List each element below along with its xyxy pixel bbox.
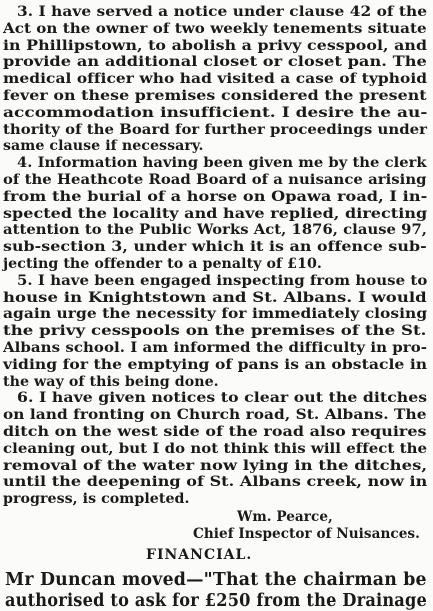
section-heading: FINANCIAL.: [146, 547, 253, 563]
text-line: attention to the Public Works Act, 1876, clause 97,: [3, 222, 427, 239]
text-line: cleaning out, but I do not think this will effect the: [3, 440, 428, 457]
text-line: in Phillipstown, to abolish a privy cesspool, and: [3, 37, 428, 54]
text-line: Albans school. I am informed the difficulty in pro-: [3, 340, 428, 356]
signature-title: Chief Inspector of Nuisances.: [193, 526, 420, 542]
text-line: until the deepening of St. Albans creek, now in: [3, 474, 428, 491]
text-line: from the burial of a horse on Opawa road, I in-: [3, 188, 428, 205]
text-line: 4. Information having been given me by the clerk: [17, 155, 427, 172]
text-line: progress, is completed.: [3, 491, 190, 508]
signature-name: Wm. Pearce,: [237, 509, 333, 525]
text-line: spected the locality and have replied, directing: [3, 205, 428, 222]
text-line: jecting the offender to a penalty of £10.: [3, 256, 322, 272]
motion-line-2: authorised to ask for £250 from the Drainage: [5, 591, 427, 611]
text-line: sub-section 3, under which it is an offence sub-: [3, 239, 427, 256]
text-line: 5. I have been engaged inspecting from house to: [17, 272, 428, 289]
text-line: the privy cesspools on the premises of the St.: [3, 323, 427, 340]
text-line: removal of the water now lying in the ditches,: [3, 457, 428, 474]
text-line: provide an additional closet or closet pan. The: [3, 54, 427, 71]
text-line: of the Heathcote Road Board of a nuisance arising: [3, 172, 427, 188]
text-line: the way of this being done.: [3, 373, 219, 390]
text-line: fever on these premises considered the present: [3, 88, 427, 104]
text-line: Act on the owner of two weekly tenements situate: [3, 20, 427, 37]
text-line: on land fronting on Church road, St. Albans. The: [3, 407, 427, 424]
text-line: thority of the Board for further proceedings under: [3, 121, 428, 138]
text-line: 3. I have served a notice under clause 42 of the: [17, 4, 428, 20]
text-line: ditch on the west side of the road also requires: [3, 424, 427, 440]
text-line: house in Knightstown and St. Albans. I would: [3, 289, 427, 306]
motion-line-1: Mr Duncan moved—"That the chairman be: [5, 570, 427, 590]
text-line: accommodation insufficient. I desire the au-: [3, 104, 428, 121]
text-line: same clause if necessary.: [3, 138, 204, 155]
text-line: 6. I have given notices to clear out the ditches: [17, 390, 428, 407]
text-line: again urge the necessity for immediately closing: [3, 306, 428, 323]
text-line: viding for the emptying of pans is an obstacle in: [3, 356, 428, 373]
text-line: medical officer who had visited a case of typhoid: [3, 71, 428, 88]
